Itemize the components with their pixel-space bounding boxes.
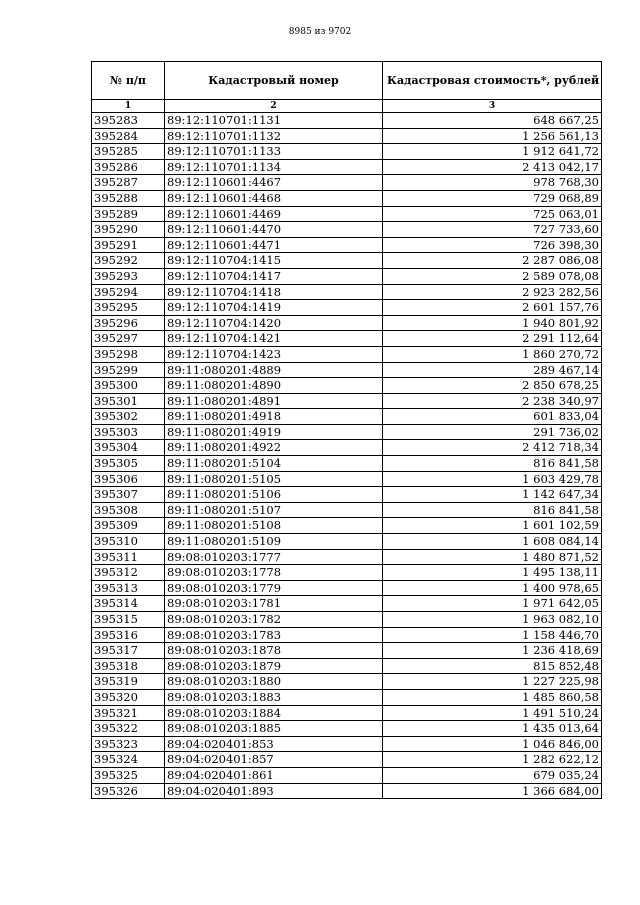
cadastral-number-cell: 89:08:010203:1879: [165, 658, 383, 674]
table-row: [92, 253, 602, 269]
table-row: [92, 767, 602, 783]
table-row: [92, 128, 602, 144]
row-index-cell: 395322: [92, 721, 165, 737]
table-row: [92, 378, 602, 394]
table-row: [92, 674, 602, 690]
cadastral-number-cell: 89:11:080201:5108: [165, 518, 383, 534]
table-row: [92, 643, 602, 659]
cadastral-value-cell: 1 227 225,98: [383, 674, 602, 690]
cadastral-value-cell: 679 035,24: [383, 767, 602, 783]
cadastral-number-cell: 89:04:020401:861: [165, 767, 383, 783]
table-row: [92, 487, 602, 503]
cadastral-number-cell: 89:11:080201:5106: [165, 487, 383, 503]
row-index-cell: 395302: [92, 409, 165, 425]
row-index-cell: 395291: [92, 237, 165, 253]
cadastral-value-cell: 2 589 078,08: [383, 268, 602, 284]
cadastral-value-cell: 1 860 270,72: [383, 346, 602, 362]
cadastral-value-cell: 2 413 042,17: [383, 159, 602, 175]
cadastral-value-cell: 1 158 446,70: [383, 627, 602, 643]
table-row: [92, 346, 602, 362]
row-index-cell: 395315: [92, 612, 165, 628]
row-index-cell: 395297: [92, 331, 165, 347]
table-row: [92, 721, 602, 737]
row-index-cell: 395290: [92, 222, 165, 238]
row-index-cell: 395325: [92, 767, 165, 783]
cadastral-number-cell: 89:11:080201:5104: [165, 456, 383, 472]
row-index-cell: 395314: [92, 596, 165, 612]
row-index-cell: 395307: [92, 487, 165, 503]
cadastral-value-cell: 2 238 340,97: [383, 393, 602, 409]
cadastral-number-cell: 89:12:110601:4469: [165, 206, 383, 222]
row-index-cell: 395298: [92, 346, 165, 362]
table-row: [92, 518, 602, 534]
cadastral-number-cell: 89:11:080201:5107: [165, 502, 383, 518]
table-row: [92, 689, 602, 705]
cadastral-value-cell: 1 256 561,13: [383, 128, 602, 144]
cadastral-value-cell: 601 833,04: [383, 409, 602, 425]
cadastral-value-cell: 2 412 718,34: [383, 440, 602, 456]
table-row: [92, 440, 602, 456]
cadastral-value-cell: 729 068,89: [383, 190, 602, 206]
column-header-cadastral-value: Кадастровая стоимость*, рублей: [383, 62, 602, 100]
column-number: 3: [383, 100, 602, 113]
cadastral-value-cell: 1 046 846,00: [383, 736, 602, 752]
cadastral-number-cell: 89:12:110704:1418: [165, 284, 383, 300]
cadastral-value-cell: 1 608 084,14: [383, 534, 602, 550]
cadastral-value-cell: 291 736,02: [383, 424, 602, 440]
row-index-cell: 395287: [92, 175, 165, 191]
column-header-index: № п/п: [92, 62, 165, 100]
table-row: [92, 268, 602, 284]
cadastral-number-cell: 89:12:110704:1420: [165, 315, 383, 331]
table-row: [92, 237, 602, 253]
row-index-cell: 395309: [92, 518, 165, 534]
cadastral-number-cell: 89:08:010203:1783: [165, 627, 383, 643]
row-index-cell: 395303: [92, 424, 165, 440]
table-row: [92, 580, 602, 596]
cadastral-value-cell: 1 601 102,59: [383, 518, 602, 534]
row-index-cell: 395306: [92, 471, 165, 487]
row-index-cell: 395323: [92, 736, 165, 752]
row-index-cell: 395285: [92, 144, 165, 160]
row-index-cell: 395295: [92, 300, 165, 316]
row-index-cell: 395292: [92, 253, 165, 269]
cadastral-value-cell: 2 601 157,76: [383, 300, 602, 316]
table-row: [92, 190, 602, 206]
row-index-cell: 395288: [92, 190, 165, 206]
row-index-cell: 395326: [92, 783, 165, 799]
table-row: [92, 596, 602, 612]
table-row: [92, 549, 602, 565]
row-index-cell: 395286: [92, 159, 165, 175]
table-row: [92, 144, 602, 160]
cadastral-value-table: [91, 61, 602, 799]
cadastral-value-cell: 2 287 086,08: [383, 253, 602, 269]
cadastral-value-cell: 1 912 641,72: [383, 144, 602, 160]
cadastral-value-cell: 726 398,30: [383, 237, 602, 253]
cadastral-number-cell: 89:04:020401:893: [165, 783, 383, 799]
table-row: [92, 471, 602, 487]
row-index-cell: 395317: [92, 643, 165, 659]
table-row: [92, 612, 602, 628]
cadastral-number-cell: 89:12:110704:1417: [165, 268, 383, 284]
cadastral-number-cell: 89:08:010203:1880: [165, 674, 383, 690]
cadastral-number-cell: 89:11:080201:5105: [165, 471, 383, 487]
cadastral-value-cell: 1 963 082,10: [383, 612, 602, 628]
cadastral-number-cell: 89:08:010203:1883: [165, 689, 383, 705]
table-row: [92, 627, 602, 643]
row-index-cell: 395305: [92, 456, 165, 472]
table-row: [92, 409, 602, 425]
cadastral-value-cell: 1 142 647,34: [383, 487, 602, 503]
row-index-cell: 395321: [92, 705, 165, 721]
cadastral-number-cell: 89:11:080201:4889: [165, 362, 383, 378]
cadastral-value-cell: 1 366 684,00: [383, 783, 602, 799]
table-row: [92, 300, 602, 316]
cadastral-number-cell: 89:12:110701:1132: [165, 128, 383, 144]
cadastral-value-cell: 727 733,60: [383, 222, 602, 238]
table-row: [92, 534, 602, 550]
cadastral-value-cell: 1 491 510,24: [383, 705, 602, 721]
row-index-cell: 395283: [92, 113, 165, 129]
cadastral-number-cell: 89:12:110704:1421: [165, 331, 383, 347]
table-row: [92, 315, 602, 331]
cadastral-number-cell: 89:08:010203:1777: [165, 549, 383, 565]
cadastral-number-cell: 89:08:010203:1779: [165, 580, 383, 596]
cadastral-number-cell: 89:12:110601:4467: [165, 175, 383, 191]
cadastral-value-cell: 1 435 013,64: [383, 721, 602, 737]
table-row: [92, 393, 602, 409]
column-number-row: [92, 100, 602, 113]
row-index-cell: 395324: [92, 752, 165, 768]
row-index-cell: 395311: [92, 549, 165, 565]
table-row: [92, 331, 602, 347]
row-index-cell: 395293: [92, 268, 165, 284]
row-index-cell: 395310: [92, 534, 165, 550]
cadastral-value-cell: 2 923 282,56: [383, 284, 602, 300]
column-header-cadastral-number: Кадастровый номер: [165, 62, 383, 100]
row-index-cell: 395300: [92, 378, 165, 394]
row-index-cell: 395320: [92, 689, 165, 705]
cadastral-number-cell: 89:11:080201:4922: [165, 440, 383, 456]
cadastral-number-cell: 89:12:110704:1419: [165, 300, 383, 316]
cadastral-value-cell: 1 400 978,65: [383, 580, 602, 596]
cadastral-value-cell: 1 940 801,92: [383, 315, 602, 331]
table-row: [92, 502, 602, 518]
table-row: [92, 705, 602, 721]
cadastral-value-cell: 1 282 622,12: [383, 752, 602, 768]
table-row: [92, 284, 602, 300]
cadastral-number-cell: 89:08:010203:1782: [165, 612, 383, 628]
row-index-cell: 395318: [92, 658, 165, 674]
cadastral-number-cell: 89:11:080201:4919: [165, 424, 383, 440]
table-row: [92, 113, 602, 129]
cadastral-number-cell: 89:12:110701:1133: [165, 144, 383, 160]
table-row: [92, 362, 602, 378]
row-index-cell: 395304: [92, 440, 165, 456]
cadastral-number-cell: 89:11:080201:4918: [165, 409, 383, 425]
table-row: [92, 736, 602, 752]
page-number-header: 8985 из 9702: [288, 27, 352, 37]
cadastral-number-cell: 89:12:110601:4468: [165, 190, 383, 206]
table-row: [92, 206, 602, 222]
row-index-cell: 395312: [92, 565, 165, 581]
cadastral-value-cell: 1 480 871,52: [383, 549, 602, 565]
table-row: [92, 222, 602, 238]
cadastral-number-cell: 89:12:110701:1131: [165, 113, 383, 129]
cadastral-value-cell: 289 467,14: [383, 362, 602, 378]
cadastral-value-cell: 1 485 860,58: [383, 689, 602, 705]
cadastral-value-cell: 1 236 418,69: [383, 643, 602, 659]
cadastral-number-cell: 89:12:110601:4471: [165, 237, 383, 253]
row-index-cell: 395299: [92, 362, 165, 378]
cadastral-value-cell: 978 768,30: [383, 175, 602, 191]
cadastral-number-cell: 89:04:020401:857: [165, 752, 383, 768]
row-index-cell: 395319: [92, 674, 165, 690]
cadastral-number-cell: 89:12:110704:1423: [165, 346, 383, 362]
cadastral-number-cell: 89:12:110701:1134: [165, 159, 383, 175]
cadastral-number-cell: 89:08:010203:1778: [165, 565, 383, 581]
row-index-cell: 395316: [92, 627, 165, 643]
cadastral-value-cell: 1 603 429,78: [383, 471, 602, 487]
cadastral-value-cell: 1 971 642,05: [383, 596, 602, 612]
table-row: [92, 456, 602, 472]
row-index-cell: 395296: [92, 315, 165, 331]
cadastral-number-cell: 89:08:010203:1884: [165, 705, 383, 721]
cadastral-value-cell: 2 850 678,25: [383, 378, 602, 394]
column-number: 1: [92, 100, 165, 113]
row-index-cell: 395308: [92, 502, 165, 518]
cadastral-value-cell: 1 495 138,11: [383, 565, 602, 581]
row-index-cell: 395284: [92, 128, 165, 144]
cadastral-number-cell: 89:11:080201:5109: [165, 534, 383, 550]
column-number: 2: [165, 100, 383, 113]
cadastral-value-cell: 648 667,25: [383, 113, 602, 129]
cadastral-number-cell: 89:08:010203:1878: [165, 643, 383, 659]
cadastral-number-cell: 89:08:010203:1885: [165, 721, 383, 737]
table-row: [92, 565, 602, 581]
row-index-cell: 395313: [92, 580, 165, 596]
table-row: [92, 658, 602, 674]
table-row: [92, 783, 602, 799]
cadastral-number-cell: 89:12:110704:1415: [165, 253, 383, 269]
table-row: [92, 175, 602, 191]
cadastral-number-cell: 89:04:020401:853: [165, 736, 383, 752]
cadastral-value-cell: 725 063,01: [383, 206, 602, 222]
cadastral-number-cell: 89:12:110601:4470: [165, 222, 383, 238]
table-row: [92, 159, 602, 175]
cadastral-value-cell: 816 841,58: [383, 456, 602, 472]
cadastral-value-cell: 2 291 112,64: [383, 331, 602, 347]
row-index-cell: 395301: [92, 393, 165, 409]
row-index-cell: 395289: [92, 206, 165, 222]
cadastral-number-cell: 89:11:080201:4890: [165, 378, 383, 394]
table-row: [92, 752, 602, 768]
cadastral-number-cell: 89:08:010203:1781: [165, 596, 383, 612]
table-row: [92, 424, 602, 440]
cadastral-number-cell: 89:11:080201:4891: [165, 393, 383, 409]
row-index-cell: 395294: [92, 284, 165, 300]
cadastral-value-cell: 816 841,58: [383, 502, 602, 518]
table-header-row: [92, 62, 602, 100]
cadastral-value-cell: 815 852,48: [383, 658, 602, 674]
